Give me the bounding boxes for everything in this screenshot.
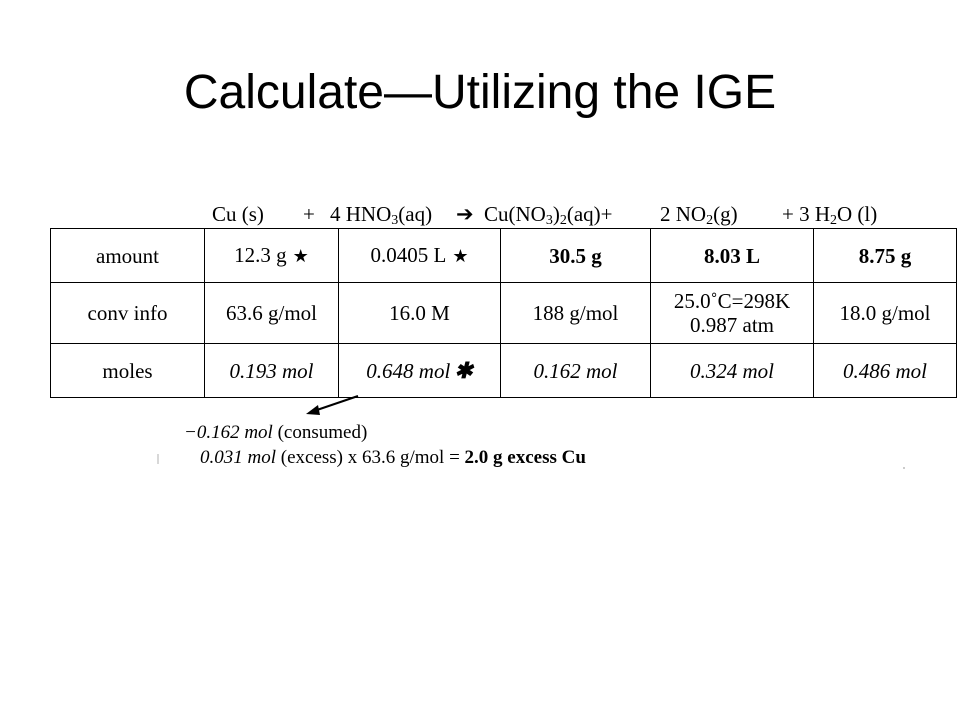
- row-label-moles: moles: [51, 344, 205, 398]
- consumed-note: −0.162 mol (consumed): [184, 422, 368, 443]
- row-label-amount: amount: [51, 229, 205, 283]
- reaction-arrow-icon: ➔: [456, 202, 474, 226]
- cell-cuno3-conv: 188 g/mol: [501, 283, 651, 344]
- reactant-cu: Cu (s): [212, 202, 264, 226]
- table-row-amount: [51, 229, 957, 283]
- temperature-text: 25.0˚C=298K: [673, 289, 791, 313]
- pressure-text: 0.987 atm: [690, 313, 774, 337]
- chemical-equation: [0, 198, 960, 232]
- row-label-conv-info: conv info: [51, 283, 205, 344]
- product-no2: 2 $NO_2(g)$: [660, 202, 738, 228]
- cell-no2-moles: 0.324 mol: [651, 344, 814, 398]
- table-row-conv-info: [51, 283, 957, 344]
- product-h2o: + 3 $H_2O$ (l): [782, 202, 878, 228]
- star-icon: ★: [292, 246, 309, 266]
- faint-dot: [903, 467, 905, 469]
- cell-h2o-amount: 8.75 g: [814, 229, 957, 283]
- slide-title: Calculate—Utilizing the IGE: [183, 66, 777, 119]
- cell-cuno3-moles: 0.162 mol: [501, 344, 651, 398]
- cell-no2-conv: [651, 283, 814, 344]
- cell-cu-amount: 12.3 g ★: [205, 229, 339, 283]
- faint-mark: [157, 454, 159, 464]
- cell-h2o-conv: 18.0 g/mol: [814, 283, 957, 344]
- asterisk-icon: ✱: [454, 357, 473, 383]
- cell-hno3-moles: 0.648 mol ✱: [339, 344, 501, 398]
- stoichiometry-table: [50, 228, 957, 398]
- cell-cuno3-amount: 30.5 g: [501, 229, 651, 283]
- cell-hno3-conv: 16.0 M: [339, 283, 501, 344]
- plus-sign: +: [303, 202, 315, 226]
- cell-no2-amount: 8.03 L: [651, 229, 814, 283]
- cell-h2o-moles: 0.486 mol: [814, 344, 957, 398]
- arrow-icon: [300, 392, 364, 418]
- star-icon: ★: [452, 246, 469, 266]
- reactant-hno3: 4 $HNO_3(aq)$: [330, 202, 433, 228]
- cell-cu-moles: 0.193 mol: [205, 344, 339, 398]
- excess-result: 2.0 g excess Cu: [464, 447, 586, 468]
- product-cuno3: $Cu(NO_3)_2(aq)+$: [484, 202, 613, 228]
- cell-cu-conv: 63.6 g/mol: [205, 283, 339, 344]
- table-row-moles: [51, 344, 957, 398]
- excess-note: 0.031 mol (excess) x 63.6 g/mol = 2.0 g excess Cu: [200, 447, 586, 468]
- cell-hno3-amount: 0.0405 L ★: [339, 229, 501, 283]
